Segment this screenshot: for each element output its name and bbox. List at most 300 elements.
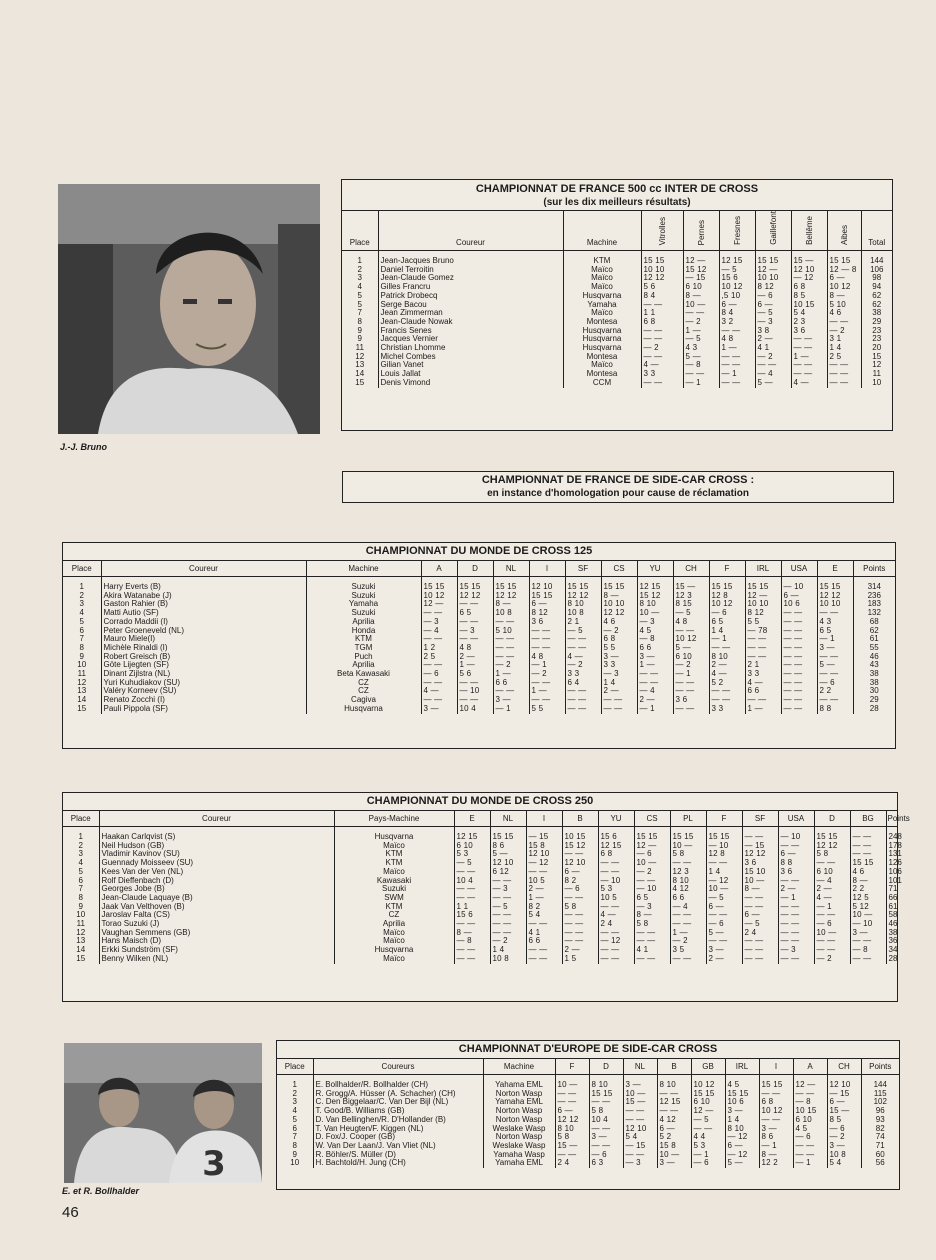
cell-points: 36: [888, 936, 898, 946]
col-header-nl: NL: [490, 811, 526, 827]
cell-i: — 1: [759, 1142, 793, 1151]
cell-i: 8 12: [529, 609, 565, 618]
table-row: [63, 894, 897, 903]
cell-i: 5 4: [526, 911, 562, 920]
cell-place: 14: [342, 370, 378, 379]
cell-place: 6: [277, 1125, 313, 1134]
cell-d: 3 —: [589, 1133, 623, 1142]
cell-pernes: — 8: [683, 361, 719, 370]
cell-nl: — —: [490, 911, 526, 920]
cell-coureur: Patrick Drobecq: [378, 292, 563, 301]
cell-a: 2 5: [421, 653, 457, 662]
cell-nl: 5 4: [623, 1133, 657, 1142]
cell-gaillefont: — 2: [755, 353, 791, 362]
cell-i: 5 5: [529, 705, 565, 714]
cell-a: — —: [793, 1151, 827, 1160]
cell-points: 115: [873, 1088, 887, 1098]
cell-irl: 1 4: [725, 1116, 759, 1125]
cell-i: — —: [759, 1116, 793, 1125]
cell-points: 46: [888, 919, 898, 929]
cell-machine: Cagiva: [306, 696, 421, 705]
cell-points: 46: [869, 651, 879, 661]
cell-d: 5 8: [814, 850, 850, 859]
col-header-gaillefont: [755, 211, 791, 251]
cell-usa: — 1: [778, 894, 814, 903]
col-header-nl: NL: [493, 561, 529, 577]
table-mc125: [62, 542, 896, 749]
cell-gaillefont: 3 8: [755, 327, 791, 336]
cell-a: — 3: [421, 618, 457, 627]
cell-points: 248: [888, 832, 902, 841]
cell-irl: 5 —: [725, 1159, 759, 1168]
col-header-cs: CS: [634, 811, 670, 827]
cell-f: 8 10: [709, 653, 745, 662]
cell-e: — 6: [817, 679, 853, 688]
cell-nl: — —: [490, 894, 526, 903]
cell-b: 10 —: [657, 1151, 691, 1160]
cell-aibes: 15 15: [827, 257, 861, 266]
cell-aibes: 3 1: [827, 335, 861, 344]
cell-sf: — —: [565, 635, 601, 644]
cell-nl: 8 6: [490, 842, 526, 851]
cell-b: 2 —: [562, 946, 598, 955]
cell-nl: — 1: [493, 705, 529, 714]
cell-yu: 6 6: [637, 644, 673, 653]
cell-e: 1 1: [454, 903, 490, 912]
cell-cs: 15 15: [601, 583, 637, 592]
cell-nl: 6 6: [493, 679, 529, 688]
cell-machine: Honda: [306, 627, 421, 636]
cell-vitrolles: 12 12: [641, 274, 683, 283]
cell-points: 314: [867, 582, 881, 591]
cell-fresnes: — 5: [719, 266, 755, 275]
cell-machine: Weslake Wasp: [483, 1142, 555, 1151]
cell-nl: — 15: [623, 1142, 657, 1151]
cell-i: 4 8: [529, 653, 565, 662]
cell-pernes: 8 —: [683, 292, 719, 301]
cell-place: 10: [63, 911, 99, 920]
col-header-coureurs: Coureurs: [313, 1059, 483, 1075]
cell-machine: Montesa: [563, 370, 641, 379]
table-row: [63, 653, 895, 662]
table-fr500: [341, 179, 893, 431]
cell-irl: 8 10: [725, 1125, 759, 1134]
cell-place: 14: [63, 946, 99, 955]
cell-pl: 15 15: [670, 833, 706, 842]
col-header-i: I: [759, 1059, 793, 1075]
table-row: [63, 877, 897, 886]
cell-pernes: — —: [683, 309, 719, 318]
cell-total: 23: [872, 325, 882, 335]
table-row: [63, 911, 897, 920]
cell-aibes: 1 4: [827, 344, 861, 353]
cell-i: 15 15: [529, 592, 565, 601]
cell-points: 71: [888, 884, 898, 894]
cell-place: 4: [277, 1107, 313, 1116]
cell-cs: — 2: [634, 868, 670, 877]
col-header-yu: YU: [598, 811, 634, 827]
cell-i: 1 —: [526, 894, 562, 903]
cell-coureur: Göte Lijegten (SF): [101, 661, 306, 670]
cell-place: 5: [63, 618, 101, 627]
cell-usa: — —: [781, 670, 817, 679]
cell-coureur: Torao Suzuki (J): [99, 920, 334, 929]
cell-f: 15 15: [709, 583, 745, 592]
cell-irl: 15 15: [725, 1090, 759, 1099]
cell-coureur: Neil Hudson (GB): [99, 842, 334, 851]
plate-number: 3: [202, 1144, 226, 1184]
cell-yu: — —: [637, 679, 673, 688]
cell-pernes: — 2: [683, 318, 719, 327]
cell-sf: 8 —: [742, 885, 778, 894]
cell-usa: — —: [778, 937, 814, 946]
cell-coureur: Jacques Vernier: [378, 335, 563, 344]
cell-points: 38: [888, 927, 898, 937]
cell-usa: — —: [781, 644, 817, 653]
cell-bg: 8 —: [850, 877, 886, 886]
cell-pl: 8 10: [670, 877, 706, 886]
cell-e: 6 5: [817, 627, 853, 636]
cell-total: 38: [872, 308, 882, 318]
cell-usa: 6 —: [781, 592, 817, 601]
table-title: CHAMPIONNAT DU MONDE DE CROSS 125: [63, 543, 895, 561]
cell-bg: — 10: [850, 920, 886, 929]
cell-place: 9: [342, 327, 378, 336]
cell-place: 2: [277, 1090, 313, 1099]
cell-place: 7: [277, 1133, 313, 1142]
cell-yu: 6 8: [598, 850, 634, 859]
cell-points: 61: [888, 901, 898, 911]
cell-machine: Yahama EML: [483, 1081, 555, 1090]
cell-coureur: Jean Zimmerman: [378, 309, 563, 318]
cell-f: 3 3: [709, 705, 745, 714]
cell-gaillefont: — 3: [755, 318, 791, 327]
cell-place: 9: [63, 653, 101, 662]
cell-ch: 15 —: [673, 583, 709, 592]
table-header-row: [63, 561, 895, 577]
cell-gaillefont: — —: [755, 361, 791, 370]
cell-d: — —: [814, 859, 850, 868]
cell-ch: — —: [673, 687, 709, 696]
cell-d: — —: [814, 911, 850, 920]
cell-fresnes: 10 12: [719, 283, 755, 292]
cell-ch: 15 —: [827, 1107, 861, 1116]
cell-place: 1: [63, 583, 101, 592]
col-header-sf: SF: [565, 561, 601, 577]
table-eu-sidecar: [276, 1040, 900, 1190]
cell-gb: 10 12: [691, 1081, 725, 1090]
cell-f: — —: [555, 1090, 589, 1099]
cell-usa: — —: [781, 687, 817, 696]
cell-fresnes: ,5 10: [719, 292, 755, 301]
cell-f: 12 8: [706, 850, 742, 859]
cell-pays-machine: KTM: [334, 859, 454, 868]
cell-nl: — —: [493, 653, 529, 662]
cell-machine: Yamaha Wasp: [483, 1151, 555, 1160]
cell-pays-machine: Aprilia: [334, 920, 454, 929]
col-header-coureur: Coureur: [99, 811, 334, 827]
cell-machine: Montesa: [563, 353, 641, 362]
cell-place: 3: [342, 274, 378, 283]
cell-place: 11: [63, 920, 99, 929]
cell-belleme: — —: [791, 344, 827, 353]
cell-f: — 5: [706, 894, 742, 903]
cell-belleme: 2 3: [791, 318, 827, 327]
cell-total: 10: [872, 377, 882, 387]
cell-coureur: Harry Everts (B): [101, 583, 306, 592]
cell-usa: — —: [778, 877, 814, 886]
cell-points: 60: [875, 1149, 885, 1159]
cell-d: 1 —: [457, 661, 493, 670]
cell-machine: CCM: [563, 379, 641, 388]
cell-yu: — 4: [637, 687, 673, 696]
col-header-usa: USA: [781, 561, 817, 577]
cell-f: 12 12: [555, 1116, 589, 1125]
cell-machine: Husqvarna: [563, 327, 641, 336]
cell-points: 236: [867, 590, 881, 600]
cell-nl: 12 10: [490, 859, 526, 868]
cell-total: 106: [870, 264, 884, 274]
cell-irl: — 12: [725, 1151, 759, 1160]
cell-aibes: — —: [827, 379, 861, 388]
cell-yu: — 3: [637, 618, 673, 627]
cell-nl: — —: [493, 635, 529, 644]
cell-i: 2 —: [526, 885, 562, 894]
cell-e: 6 10: [454, 842, 490, 851]
cell-fresnes: — —: [719, 379, 755, 388]
cell-sf: — —: [742, 955, 778, 964]
table-body: [63, 827, 902, 964]
cell-nl: — —: [623, 1116, 657, 1125]
table-row: [63, 661, 895, 670]
cell-e: — —: [454, 885, 490, 894]
cell-coureur: Georges Jobe (B): [99, 885, 334, 894]
cell-total: 20: [872, 343, 882, 353]
cell-cs: — 10: [634, 885, 670, 894]
cell-fresnes: — —: [719, 353, 755, 362]
cell-a: — 6: [421, 670, 457, 679]
cell-sf: 12 12: [742, 850, 778, 859]
cell-f: 10 12: [709, 600, 745, 609]
cell-place: 9: [63, 903, 99, 912]
col-header-nl: NL: [623, 1059, 657, 1075]
cell-pays-machine: Maïco: [334, 937, 454, 946]
cell-ch: 12 10: [827, 1081, 861, 1090]
cell-total: 62: [872, 290, 882, 300]
cell-gb: 12 —: [691, 1107, 725, 1116]
cell-vitrolles: — —: [641, 301, 683, 310]
col-header-f: F: [706, 811, 742, 827]
cell-ch: 6 10: [673, 653, 709, 662]
cell-usa: 2 —: [778, 885, 814, 894]
col-header-label: Fresnes: [732, 216, 742, 245]
cell-gaillefont: 8 12: [755, 283, 791, 292]
cell-d: 10 4: [457, 705, 493, 714]
cell-machine: Husqvarna: [306, 705, 421, 714]
table-row: [63, 600, 895, 609]
cell-irl: 1 —: [745, 705, 781, 714]
table-body: [277, 1075, 899, 1169]
col-header-cs: CS: [601, 561, 637, 577]
sidecar-france-notice: [342, 471, 894, 503]
cell-bg: — —: [850, 937, 886, 946]
cell-sf: — —: [742, 946, 778, 955]
cell-b: 5 2: [657, 1133, 691, 1142]
col-header-d: D: [589, 1059, 623, 1075]
cell-usa: — —: [778, 955, 814, 964]
col-header-a: A: [793, 1059, 827, 1075]
cell-machine: Montesa: [563, 318, 641, 327]
table-row: [63, 955, 897, 964]
cell-coureur: Jean-Claude Nowak: [378, 318, 563, 327]
cell-nl: — —: [493, 618, 529, 627]
cell-f: — 6: [709, 609, 745, 618]
cell-yu: 2 —: [637, 696, 673, 705]
cell-place: 13: [342, 361, 378, 370]
cell-vitrolles: 3 3: [641, 370, 683, 379]
cell-coureur: Jean-Claude Laquaye (B): [99, 894, 334, 903]
cell-fresnes: 3 2: [719, 318, 755, 327]
col-header-place: Place: [63, 811, 99, 827]
cell-coureurs: W. Van Der Laan/J. Van Vliet (NL): [313, 1142, 483, 1151]
cell-place: 8: [63, 644, 101, 653]
cell-usa: 6 —: [778, 850, 814, 859]
cell-machine: Maïco: [563, 309, 641, 318]
cell-total: 98: [872, 273, 882, 283]
cell-coureur: Benny Wilken (NL): [99, 955, 334, 964]
cell-machine: Norton Wasp: [483, 1090, 555, 1099]
cell-pays-machine: Husqvarna: [334, 946, 454, 955]
cell-i: 10 5: [526, 877, 562, 886]
cell-points: 58: [888, 910, 898, 920]
cell-gaillefont: 2 —: [755, 335, 791, 344]
cell-ch: — 5: [673, 609, 709, 618]
cell-place: 2: [63, 842, 99, 851]
cell-coureur: Mauro Miele(I): [101, 635, 306, 644]
cell-coureur: Francis Senes: [378, 327, 563, 336]
col-header-vitrolles: [641, 211, 683, 251]
cell-place: 15: [342, 379, 378, 388]
cell-e: — —: [454, 894, 490, 903]
cell-sf: 15 15: [565, 583, 601, 592]
cell-d: 10 4: [589, 1116, 623, 1125]
cell-coureurs: D. Fox/J. Cooper (GB): [313, 1133, 483, 1142]
cell-d: — 4: [814, 877, 850, 886]
cell-sf: 12 12: [565, 592, 601, 601]
cell-i: — —: [526, 868, 562, 877]
cell-i: — —: [759, 1090, 793, 1099]
cell-yu: 8 10: [637, 600, 673, 609]
cell-points: 101: [888, 875, 902, 885]
cell-e: 15 6: [454, 911, 490, 920]
cell-aibes: 10 12: [827, 283, 861, 292]
cell-aibes: 8 —: [827, 292, 861, 301]
cell-pl: — —: [670, 955, 706, 964]
cell-yu: 12 15: [598, 842, 634, 851]
cell-place: 7: [63, 885, 99, 894]
cell-bg: 15 15: [850, 859, 886, 868]
cell-yu: 4 —: [598, 911, 634, 920]
standings-table: [277, 1059, 899, 1168]
cell-b: — —: [562, 911, 598, 920]
cell-vitrolles: 10 10: [641, 266, 683, 275]
cell-yu: 4 5: [637, 627, 673, 636]
cell-pl: 12 3: [670, 868, 706, 877]
cell-ch: 10 12: [673, 635, 709, 644]
cell-sf: — —: [742, 833, 778, 842]
cell-yu: — —: [598, 903, 634, 912]
col-header-pernes: [683, 211, 719, 251]
cell-a: — —: [421, 661, 457, 670]
cell-yu: 5 3: [598, 885, 634, 894]
cell-total: 12: [872, 360, 882, 370]
cell-belleme: 5 4: [791, 309, 827, 318]
cell-yu: 10 —: [637, 609, 673, 618]
cell-coureur: Jaroslav Falta (CS): [99, 911, 334, 920]
col-header-label: Gaillefont: [768, 211, 778, 245]
cell-place: 4: [63, 609, 101, 618]
cell-points: 61: [869, 634, 879, 644]
notice-subtitle: en instance d'homologation pour cause de réclamation: [487, 488, 749, 499]
cell-gaillefont: — 5: [755, 309, 791, 318]
cell-e: 8 8: [817, 705, 853, 714]
cell-d: 12 12: [814, 842, 850, 851]
cell-place: 7: [342, 309, 378, 318]
cell-pl: 6 6: [670, 894, 706, 903]
cell-place: 2: [342, 266, 378, 275]
photo-caption-bruno: J.-J. Bruno: [60, 442, 108, 452]
cell-sf: 6 —: [742, 911, 778, 920]
cell-f: 4 —: [709, 670, 745, 679]
cell-machine: CZ: [306, 679, 421, 688]
cell-f: — —: [706, 859, 742, 868]
cell-cs: 4 1: [634, 946, 670, 955]
cell-cs: 5 5: [601, 644, 637, 653]
cell-gaillefont: 12 —: [755, 266, 791, 275]
cell-usa: — —: [781, 618, 817, 627]
col-header-machine: Machine: [306, 561, 421, 577]
standings-table: [63, 561, 895, 714]
cell-a: 3 —: [421, 705, 457, 714]
cell-place: 5: [277, 1116, 313, 1125]
cell-coureurs: R. Böhler/S. Müller (D): [313, 1151, 483, 1160]
cell-points: 34: [888, 945, 898, 955]
cell-coureur: Robert Greisch (B): [101, 653, 306, 662]
cell-f: — 12: [706, 877, 742, 886]
cell-cs: — 3: [634, 903, 670, 912]
cell-nl: — —: [493, 687, 529, 696]
cell-pernes: 1 —: [683, 327, 719, 336]
cell-sf: — —: [742, 894, 778, 903]
cell-place: 6: [63, 877, 99, 886]
cell-ch: 10 8: [827, 1151, 861, 1160]
cell-e: — —: [817, 670, 853, 679]
cell-d: 2 —: [814, 885, 850, 894]
cell-e: — —: [817, 696, 853, 705]
cell-aibes: 6 —: [827, 274, 861, 283]
cell-irl: 3 —: [725, 1107, 759, 1116]
cell-gaillefont: 5 —: [755, 379, 791, 388]
photo-bollhalder: [64, 1043, 262, 1183]
cell-d: — —: [457, 696, 493, 705]
cell-irl: 6 6: [745, 687, 781, 696]
table-title: [342, 180, 892, 211]
cell-points: 96: [875, 1106, 885, 1116]
col-header-fresnes: [719, 211, 755, 251]
cell-ch: 12 3: [673, 592, 709, 601]
cell-b: 8 2: [562, 877, 598, 886]
cell-place: 14: [63, 696, 101, 705]
